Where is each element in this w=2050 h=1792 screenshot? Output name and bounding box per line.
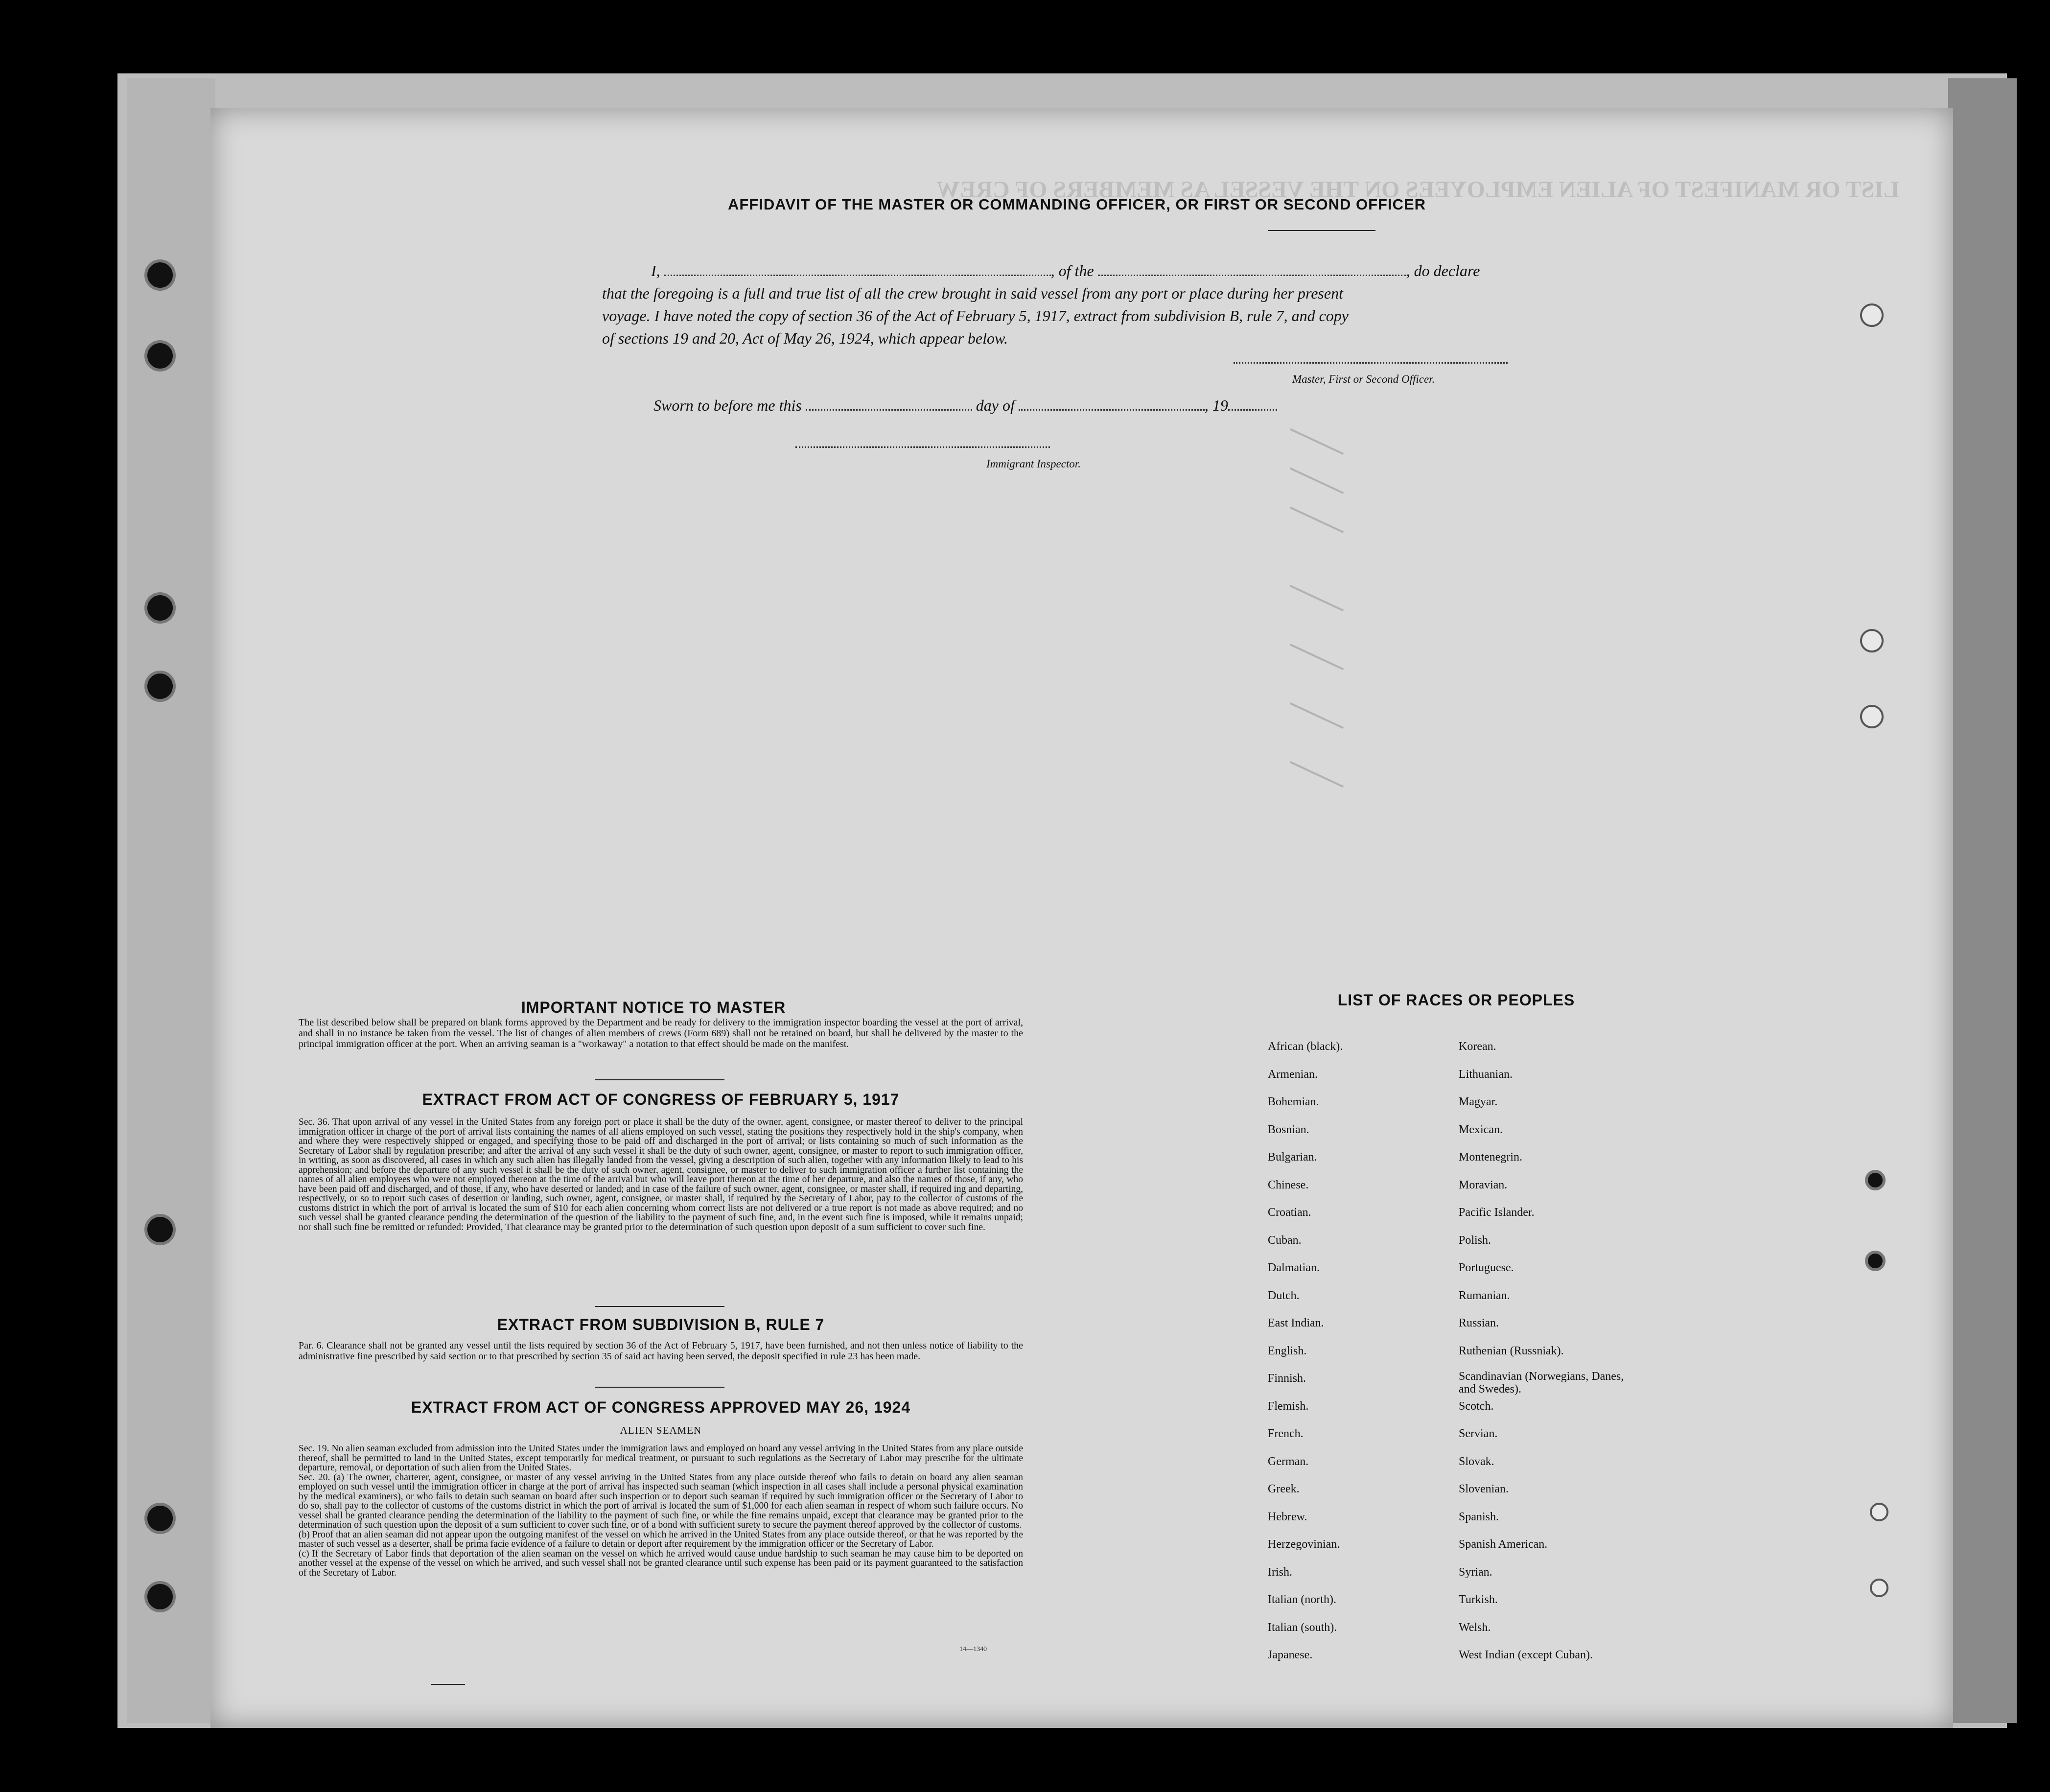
bleed-mark bbox=[1290, 467, 1344, 494]
race-item: Chinese. bbox=[1268, 1178, 1309, 1191]
section-divider bbox=[595, 1387, 724, 1388]
bleed-through-header: LIST OR MANIFEST OF ALIEN EMPLOYEES ON THE VESSEL AS MEMBERS OF CREW bbox=[936, 177, 1899, 203]
race-item: East Indian. bbox=[1268, 1317, 1324, 1329]
binder-hole-icon bbox=[1865, 1170, 1886, 1190]
race-item: German. bbox=[1268, 1455, 1309, 1468]
race-item: African (black). bbox=[1268, 1040, 1343, 1053]
affidavit-line-4: of sections 19 and 20, Act of May 26, 1924, which appear below. bbox=[602, 329, 1008, 347]
master-signature-label: Master, First or Second Officer. bbox=[1292, 373, 1435, 385]
binder-hole-icon bbox=[144, 1503, 176, 1534]
race-item: Finnish. bbox=[1268, 1372, 1306, 1385]
race-item: West Indian (except Cuban). bbox=[1459, 1649, 1593, 1661]
race-item: Irish. bbox=[1268, 1565, 1292, 1579]
bleed-mark bbox=[1290, 428, 1344, 455]
binder-hole-icon bbox=[144, 592, 176, 624]
bleed-mark bbox=[1290, 507, 1344, 533]
affidavit-body bbox=[602, 259, 1542, 349]
sworn-text: Sworn to before me this bbox=[653, 396, 802, 414]
race-item: Turkish. bbox=[1459, 1593, 1498, 1606]
form-number: 14—1340 bbox=[959, 1646, 987, 1653]
sec-20b-text: (b) Proof that an alien seaman did not appear upon the outgoing manifest of the vessel on which he arrived in the United States from any place outside thereof, or that he was reported by the master of such vessel as a deserter, shall be prima facie evidence of a failure to detain or deport after requirement by the immigration officer or the Secretary of Labor. bbox=[299, 1529, 1023, 1549]
punch-hole-icon bbox=[1860, 705, 1884, 728]
race-item: Moravian. bbox=[1459, 1178, 1508, 1191]
race-item: Greek. bbox=[1268, 1483, 1300, 1495]
punch-hole-icon bbox=[1860, 629, 1884, 652]
bleed-mark bbox=[1290, 761, 1344, 788]
inspector-signature-label: Immigrant Inspector. bbox=[986, 458, 1081, 470]
race-item: Italian (south). bbox=[1268, 1621, 1337, 1634]
sworn-year-prefix: , 19 bbox=[1204, 396, 1228, 414]
race-item: Korean. bbox=[1459, 1040, 1496, 1053]
footer-mark bbox=[431, 1684, 465, 1685]
race-item: Lithuanian. bbox=[1459, 1068, 1513, 1081]
races-title: LIST OF RACES OR PEOPLES bbox=[1337, 991, 1575, 1009]
race-item: Dutch. bbox=[1268, 1289, 1300, 1302]
sec-20a-text: Sec. 20. (a) The owner, charterer, agent, consignee, or master of any vessel arriving in the United States from any place outside thereof who fails to detain on board any alien seaman employed on such vessel until the immigration officer in charge at the port of arrival has inspected such seaman (which inspection in all cases shall include a personal physical examination by the medical examiners), or who fails to detain such seaman on board after such inspection or to deport such seaman if required by such immigration officer or the Secretary of Labor to do so, shall pay to the collector of customs of the customs district in which the port of arrival is located the sum of $1,000 for each alien seaman in respect of whom such failure occurs. No vessel shall be granted clearance pending the determination of the liability to the payment of such fine, or while the fine remains unpaid, except that clearance may be granted prior to the determination of such question upon the deposit of a sum sufficient to cover such fine, or of a bond with sufficient surety to secure the payment thereof approved by the collector of customs. bbox=[299, 1472, 1023, 1530]
race-item: Russian. bbox=[1459, 1317, 1499, 1329]
race-item: French. bbox=[1268, 1427, 1304, 1440]
race-item: English. bbox=[1268, 1344, 1307, 1357]
race-item: Polish. bbox=[1459, 1233, 1491, 1247]
binder-hole-icon bbox=[144, 1214, 176, 1245]
punch-hole-icon bbox=[1870, 1579, 1888, 1597]
punch-hole-icon bbox=[1860, 303, 1884, 327]
binder-hole-icon bbox=[144, 1581, 176, 1612]
sworn-day-of-text: day of bbox=[976, 396, 1015, 414]
race-item: Slovak. bbox=[1459, 1455, 1494, 1468]
race-item: Bulgarian. bbox=[1268, 1151, 1317, 1164]
race-item: Scandinavian (Norwegians, Danes, and Swedes). bbox=[1459, 1370, 1624, 1396]
left-sheet-edge bbox=[127, 78, 215, 1723]
notice-body: The list described below shall be prepared on blank forms approved by the Department and be ready for delivery to the immigration inspector boarding the vessel at the port of arrival, and shall in no instance be taken from the vessel. The list of changes of alien members of crews (Form 689) shall not be retained on board, but shall be delivered by the master to the principal immigration officer at the port. When an arriving seaman is a "workaway" a notation to that effect should be made on the manifest. bbox=[299, 1017, 1023, 1049]
sworn-day-field[interactable] bbox=[806, 409, 972, 411]
race-item: Montenegrin. bbox=[1459, 1151, 1522, 1164]
race-item: Croatian. bbox=[1268, 1206, 1311, 1219]
master-signature-field[interactable] bbox=[1234, 362, 1508, 364]
binder-hole-icon bbox=[144, 259, 176, 291]
subdivision-b-title: EXTRACT FROM SUBDIVISION B, RULE 7 bbox=[497, 1316, 825, 1333]
affidavit-line-2: that the foregoing is a full and true list of all the crew brought in said vessel from any port or place during her present bbox=[602, 284, 1343, 302]
notice-title: IMPORTANT NOTICE TO MASTER bbox=[521, 999, 786, 1016]
sec-19-text: Sec. 19. No alien seaman excluded from admission into the United States under the immigration laws and employed on board any vessel arriving in the United States from any place outside thereof, shall be permitted to land in the United States, except temporarily for medical treatment, or pursuant to such regulations as the Secretary of Labor may prescribe for the ultimate departure, removal, or deportation of such alien from the United States. bbox=[299, 1443, 1023, 1473]
race-item: Ruthenian (Russniak). bbox=[1459, 1344, 1564, 1357]
race-item: Pacific Islander. bbox=[1459, 1206, 1535, 1219]
affidavit-line-1 bbox=[602, 259, 1542, 282]
section-divider bbox=[595, 1306, 724, 1307]
bleed-mark bbox=[1290, 702, 1344, 729]
extract-1917-title: EXTRACT FROM ACT OF CONGRESS OF FEBRUARY 5, 1917 bbox=[422, 1091, 900, 1108]
race-item: Armenian. bbox=[1268, 1068, 1318, 1081]
race-item: Flemish. bbox=[1268, 1399, 1309, 1413]
sec-20c-text: (c) If the Secretary of Labor finds that deportation of the alien seaman on the vessel on which he arrived would cause undue hardship to such seaman he may cause him to be deported on another vessel at the expense of the vessel on which he arrived, and such vessel shall not be granted clearance until such expense has been paid or its payment guaranteed to the satisfaction of the Secretary of Labor. bbox=[299, 1548, 1023, 1578]
sworn-month-field[interactable] bbox=[1019, 409, 1205, 411]
vessel-name-field[interactable] bbox=[1098, 275, 1406, 276]
title-divider bbox=[1268, 230, 1375, 231]
binder-hole-icon bbox=[144, 671, 176, 702]
race-item: Cuban. bbox=[1268, 1233, 1302, 1247]
sworn-line bbox=[653, 396, 1277, 415]
race-item: Italian (north). bbox=[1268, 1593, 1336, 1606]
section-divider bbox=[595, 1079, 724, 1080]
extract-1924-body bbox=[299, 1444, 1023, 1578]
affidavit-line-3: voyage. I have noted the copy of section 36 of the Act of February 5, 1917, extract from subdivision B, rule 7, and copy bbox=[602, 307, 1349, 325]
punch-hole-icon bbox=[1870, 1503, 1888, 1521]
race-item: Mexican. bbox=[1459, 1123, 1503, 1136]
race-item: Hebrew. bbox=[1268, 1510, 1307, 1523]
race-item: Magyar. bbox=[1459, 1095, 1498, 1108]
declarant-name-field[interactable] bbox=[664, 275, 1051, 276]
declare-text: , do declare bbox=[1406, 262, 1480, 279]
race-item: Herzegovinian. bbox=[1268, 1538, 1340, 1551]
race-item: Japanese. bbox=[1268, 1649, 1313, 1661]
race-item: Bohemian. bbox=[1268, 1095, 1319, 1108]
vessel-prefix: , of the bbox=[1050, 262, 1094, 279]
bleed-mark bbox=[1290, 644, 1344, 670]
sworn-year-field[interactable] bbox=[1228, 409, 1277, 411]
right-sheet-edge bbox=[1948, 78, 2017, 1723]
extract-1917-body: Sec. 36. That upon arrival of any vessel in the United States from any foreign port or place it shall be the duty of the owner, agent, consignee, or master thereof to deliver to the principal immigration officer in charge of the port of arrival lists containing the names of all aliens employed on such vessel, stating the positions they respectively hold in the ship's company, when and where they were respectively shipped or engaged, and specifying those to be paid off and discharged in the port of arrival; or lists containing so much of such information as the Secretary of Labor shall by regulation prescribe; and after the arrival of any such vessel it shall be the duty of such owner, agent, consignee, or master to report to such immigration officer, in writing, as soon as discovered, all cases in which any such alien has illegally landed from the vessel, giving a description of such alien, together with any information likely to lead to his apprehension; and before the departure of any such vessel it shall be the duty of such owner, agent, consignee, or master to deliver to such immigration officer a further list containing the names of all alien employees who were not employed thereon at the time of the arrival but who will leave port thereon at the time of her departure, and also the names of those, if any, who have been paid off and discharged, and of those, if any, who have deserted or landed; and in case of the failure of such owner, agent, consignee, or master shall, if required ing and departing, respectively, or so to report such cases of desertion or landing, such owner, agent, consignee, or master shall, if required by the Secretary of Labor, pay to the collector of customs of the customs district in which the port of arrival is located the sum of $10 for each alien concerning whom correct lists are not delivered or a true report is not made as above required; and no such vessel shall be granted clearance pending the determination of the question of the liability to the payment of such fine, and, in the event such fine is imposed, while it remains unpaid; nor shall such fine be remitted or refunded: Provided, That clearance may be granted prior to the determination of such question upon deposit of a sum sufficient to cover such fine. bbox=[299, 1117, 1023, 1233]
race-item: Spanish American. bbox=[1459, 1538, 1548, 1551]
race-item: Dalmatian. bbox=[1268, 1261, 1320, 1274]
race-item: Slovenian. bbox=[1459, 1483, 1509, 1495]
race-item: Scotch. bbox=[1459, 1399, 1494, 1413]
race-item: Welsh. bbox=[1459, 1621, 1491, 1634]
extract-1924-title: EXTRACT FROM ACT OF CONGRESS APPROVED MAY 26, 1924 bbox=[411, 1398, 911, 1416]
affidavit-title: AFFIDAVIT OF THE MASTER OR COMMANDING OFFICER, OR FIRST OR SECOND OFFICER bbox=[727, 196, 1426, 213]
race-item: Syrian. bbox=[1459, 1565, 1492, 1579]
inspector-signature-field[interactable] bbox=[795, 446, 1050, 448]
race-item: Servian. bbox=[1459, 1427, 1498, 1440]
subdivision-b-body: Par. 6. Clearance shall not be granted any vessel until the lists required by section 36 of the Act of February 5, 1917, have been furnished, and not then unless notice of liability to the administrative fine prescribed by said section or to that prescribed by section 35 of said act having been served, the deposit specified in rule 23 has been made. bbox=[299, 1340, 1023, 1362]
extract-1924-subtitle: ALIEN SEAMEN bbox=[620, 1424, 702, 1436]
binder-hole-icon bbox=[144, 340, 176, 372]
race-item: Bosnian. bbox=[1268, 1123, 1309, 1136]
declarant-prefix: I, bbox=[651, 262, 660, 279]
bleed-mark bbox=[1290, 585, 1344, 611]
race-item: Spanish. bbox=[1459, 1510, 1499, 1523]
race-item: Portuguese. bbox=[1459, 1261, 1514, 1274]
race-item: Rumanian. bbox=[1459, 1289, 1510, 1302]
binder-hole-icon bbox=[1865, 1251, 1886, 1271]
